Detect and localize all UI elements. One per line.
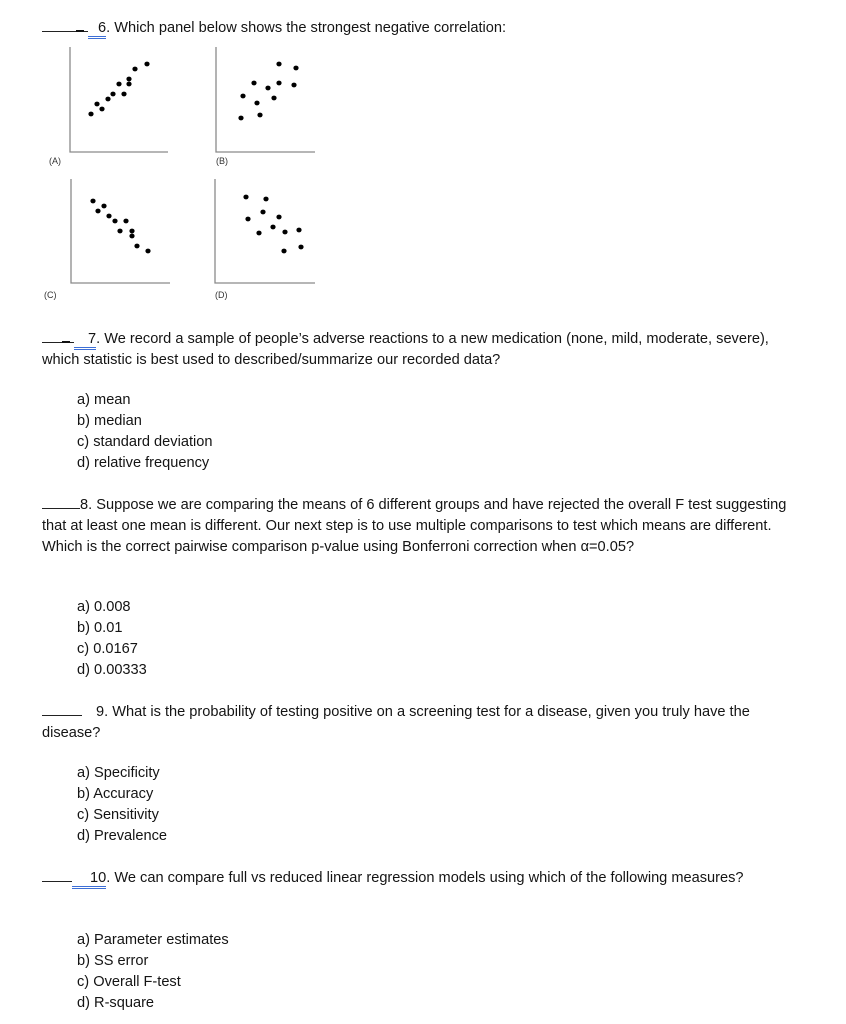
scatter-dot bbox=[106, 214, 111, 219]
question-7-options bbox=[77, 390, 212, 474]
scatter-dot bbox=[291, 83, 296, 88]
question-8 bbox=[42, 494, 802, 558]
option-10d[interactable]: d) R-square bbox=[77, 995, 155, 1011]
scatter-dot bbox=[129, 234, 134, 239]
scatter-dot bbox=[144, 62, 149, 67]
answer-blank-7-mark bbox=[62, 327, 70, 343]
scatter-dot bbox=[132, 67, 137, 72]
option-9a[interactable]: a) Specificity bbox=[77, 765, 160, 781]
option-7c[interactable]: c) standard deviation bbox=[77, 434, 213, 450]
question-6-text: . Which panel below shows the strongest negative correlation: bbox=[106, 20, 507, 36]
question-8-options bbox=[77, 597, 147, 681]
panel-label-a: (A) bbox=[49, 156, 61, 166]
scatter-dot bbox=[281, 249, 286, 254]
scatter-dot bbox=[110, 92, 115, 97]
scatter-dot bbox=[282, 230, 287, 235]
scatter-dot bbox=[276, 81, 281, 86]
option-8a[interactable]: a) 0.008 bbox=[77, 599, 131, 615]
question-7 bbox=[42, 327, 802, 371]
question-number-6: 6 bbox=[88, 20, 106, 39]
option-10c[interactable]: c) Overall F-test bbox=[77, 974, 181, 990]
question-number-7: 7 bbox=[74, 331, 96, 350]
scatter-dot bbox=[245, 217, 250, 222]
scatter-dot bbox=[117, 229, 122, 234]
scatter-dot bbox=[134, 244, 139, 249]
scatter-dot bbox=[101, 204, 106, 209]
scatter-dot bbox=[88, 112, 93, 117]
scatter-dot bbox=[123, 219, 128, 224]
panel-label-d: (D) bbox=[215, 290, 228, 300]
scatter-dot bbox=[238, 116, 243, 121]
scatter-dot bbox=[112, 219, 117, 224]
question-number-8: 8 bbox=[80, 497, 89, 513]
option-9c[interactable]: c) Sensitivity bbox=[77, 807, 159, 823]
scatter-panels bbox=[0, 0, 846, 320]
question-number-10: 10 bbox=[72, 870, 106, 889]
option-10a[interactable]: a) Parameter estimates bbox=[77, 932, 229, 948]
answer-blank-10[interactable] bbox=[42, 867, 72, 882]
scatter-dot bbox=[254, 101, 259, 106]
scatter-dot bbox=[270, 225, 275, 230]
option-8b[interactable]: b) 0.01 bbox=[77, 620, 123, 636]
option-8c[interactable]: c) 0.0167 bbox=[77, 641, 138, 657]
scatter-dot bbox=[271, 96, 276, 101]
scatter-dot bbox=[240, 94, 245, 99]
option-7d[interactable]: d) relative frequency bbox=[77, 455, 210, 471]
answer-blank-9[interactable] bbox=[42, 701, 82, 716]
scatter-dot bbox=[298, 245, 303, 250]
option-7a[interactable]: a) mean bbox=[77, 392, 131, 408]
scatter-dot bbox=[251, 81, 256, 86]
option-10b[interactable]: b) SS error bbox=[77, 953, 149, 969]
question-10-options bbox=[77, 930, 229, 1014]
option-8d[interactable]: d) 0.00333 bbox=[77, 662, 147, 678]
question-7-text: . We record a sample of people’s adverse reactions to a new medication (none, mild, moderate, severe), which statistic is best used to described/summarize our recorded data? bbox=[42, 331, 769, 368]
scatter-dot bbox=[99, 107, 104, 112]
question-10 bbox=[42, 867, 802, 889]
question-8-text: . Suppose we are comparing the means of 6 different groups and have rejected the overall F test suggesting that at least one mean is different. Our next step is to use multiple comparisons to test which means are different. Which is the correct pairwise comparison p-value using Bonferroni correction when α=0.05? bbox=[42, 497, 787, 555]
scatter-dot bbox=[94, 102, 99, 107]
scatter-dot bbox=[126, 82, 131, 87]
scatter-dot bbox=[276, 215, 281, 220]
question-10-text: . We can compare full vs reduced linear regression models using which of the following measures? bbox=[106, 870, 744, 886]
scatter-dot bbox=[260, 210, 265, 215]
scatter-dot bbox=[276, 62, 281, 67]
panel-label-b: (B) bbox=[216, 156, 228, 166]
question-9-options bbox=[77, 763, 167, 847]
scatter-dot bbox=[90, 199, 95, 204]
answer-blank-7[interactable] bbox=[42, 328, 62, 343]
question-number-9: 9 bbox=[96, 704, 105, 720]
scatter-dot bbox=[263, 197, 268, 202]
option-7b[interactable]: b) median bbox=[77, 413, 142, 429]
scatter-dot bbox=[243, 195, 248, 200]
scatter-dot bbox=[256, 231, 261, 236]
question-9-text: . What is the probability of testing positive on a screening test for a disease, given you truly have the disease? bbox=[42, 704, 750, 741]
panel-label-c: (C) bbox=[44, 290, 57, 300]
scatter-dot bbox=[126, 77, 131, 82]
scatter-dot bbox=[293, 66, 298, 71]
panel-a-axes bbox=[70, 47, 168, 152]
question-9 bbox=[42, 701, 802, 744]
option-9d[interactable]: d) Prevalence bbox=[77, 828, 168, 844]
scatter-dot bbox=[145, 249, 150, 254]
scatter-dot bbox=[257, 113, 262, 118]
scatter-dot bbox=[296, 228, 301, 233]
scatter-dot bbox=[95, 209, 100, 214]
scatter-dot bbox=[121, 92, 126, 97]
scatter-dot bbox=[265, 86, 270, 91]
option-9b[interactable]: b) Accuracy bbox=[77, 786, 154, 802]
scatter-dot bbox=[105, 97, 110, 102]
panel-b-axes bbox=[216, 47, 315, 152]
scatter-dot bbox=[129, 229, 134, 234]
scatter-dot bbox=[116, 82, 121, 87]
answer-blank-8[interactable] bbox=[42, 494, 80, 509]
